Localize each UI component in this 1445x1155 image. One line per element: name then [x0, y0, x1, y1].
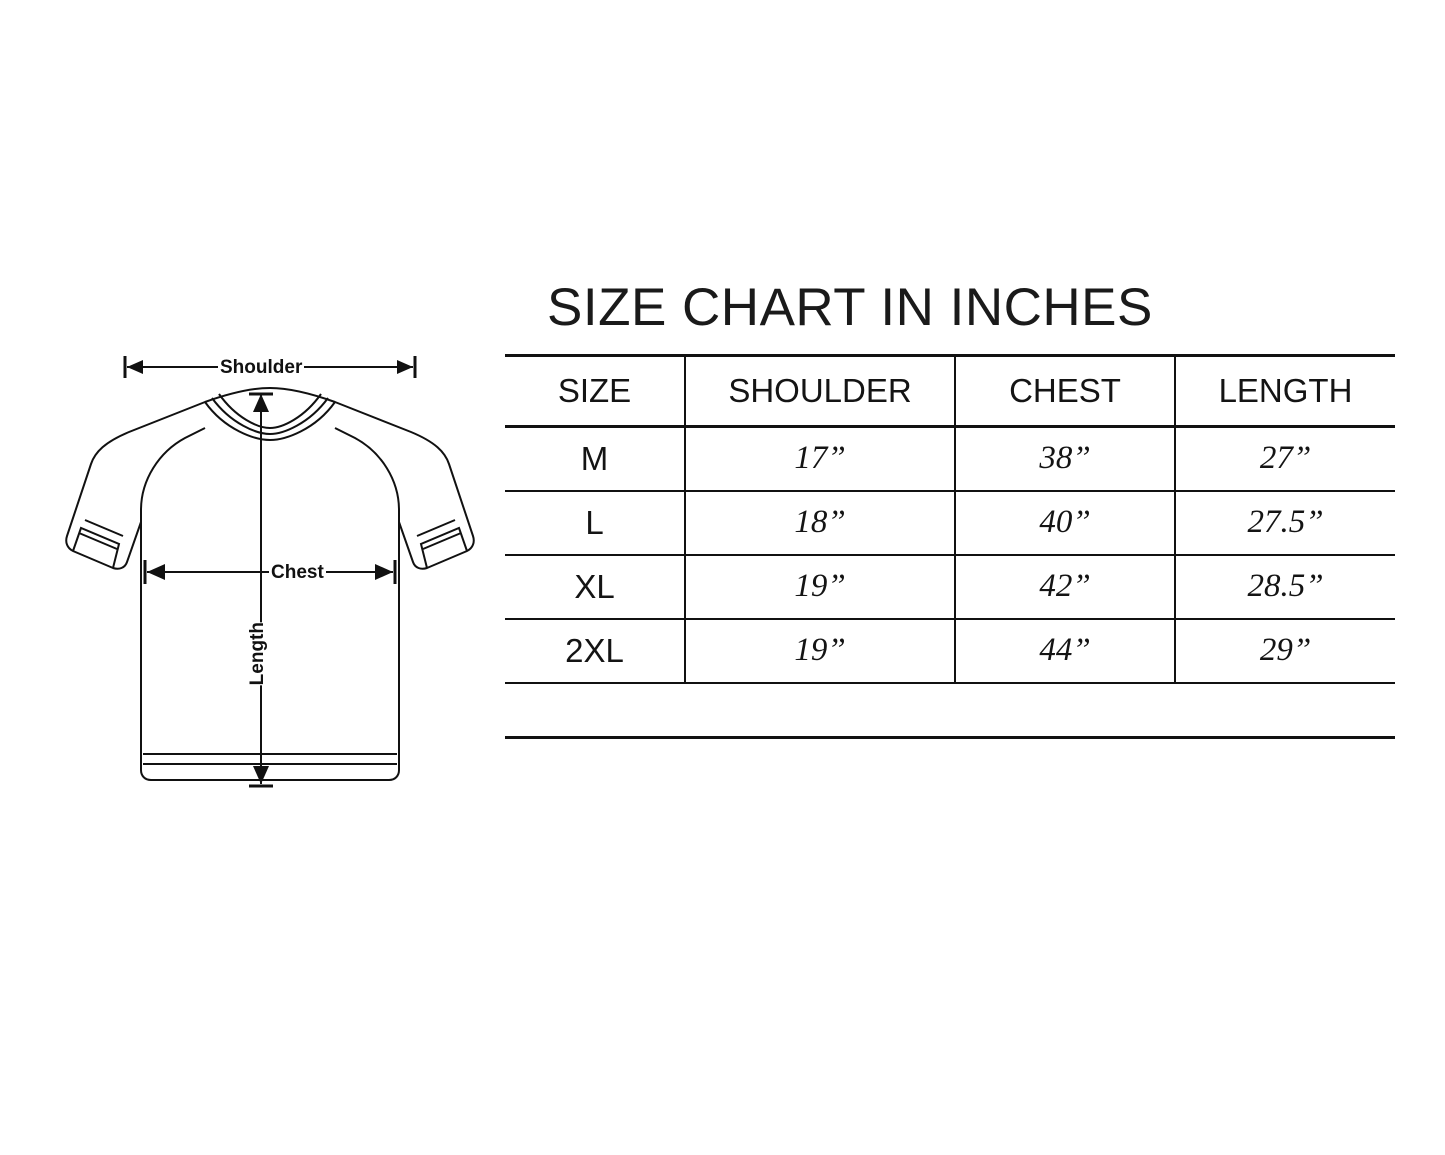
- cell-chest: 40”: [955, 491, 1175, 555]
- cell-size: M: [505, 426, 685, 491]
- chest-arrow-left: [147, 564, 165, 580]
- cell-length: 27”: [1175, 426, 1395, 491]
- sleeve-seam-left: [141, 428, 205, 522]
- table-row: [505, 491, 1395, 555]
- cell-size: L: [505, 491, 685, 555]
- size-chart-title: SIZE CHART IN INCHES: [547, 278, 1153, 337]
- table-bottom-rule: [505, 736, 1395, 739]
- shoulder-dimension-label: Shoulder: [220, 357, 303, 378]
- table-body: [505, 426, 1395, 683]
- cell-size: XL: [505, 555, 685, 619]
- table-header: [505, 355, 1395, 426]
- cell-length: 29”: [1175, 619, 1395, 683]
- sleeve-seam-right: [335, 428, 399, 522]
- cell-shoulder: 19”: [685, 619, 955, 683]
- tshirt-measurement-diagram: [55, 340, 485, 820]
- shoulder-arrow-left: [127, 360, 143, 374]
- cell-shoulder: 18”: [685, 491, 955, 555]
- size-chart: [505, 280, 1395, 739]
- column-header-length: LENGTH: [1175, 355, 1395, 426]
- cell-length: 27.5”: [1175, 491, 1395, 555]
- neckline-inner-2: [219, 394, 321, 428]
- table-row: [505, 426, 1395, 491]
- table-row: [505, 619, 1395, 683]
- length-dimension-label: Length: [245, 622, 271, 685]
- cell-size: 2XL: [505, 619, 685, 683]
- column-header-size: SIZE: [505, 355, 685, 426]
- shoulder-arrow-right: [397, 360, 413, 374]
- cell-chest: 42”: [955, 555, 1175, 619]
- length-arrow-top: [253, 394, 269, 412]
- cell-length: 28.5”: [1175, 555, 1395, 619]
- cuff-right-line2: [417, 520, 455, 536]
- column-header-shoulder: SHOULDER: [685, 355, 955, 426]
- length-arrow-bottom: [253, 766, 269, 784]
- chest-arrow-right: [375, 564, 393, 580]
- cell-shoulder: 19”: [685, 555, 955, 619]
- cell-shoulder: 17”: [685, 426, 955, 491]
- shirt-body-path: [66, 388, 474, 780]
- cuff-left-line2: [85, 520, 123, 536]
- table-row: [505, 555, 1395, 619]
- table-header-row: [505, 355, 1395, 426]
- chest-dimension-label: Chest: [271, 562, 324, 583]
- cell-chest: 38”: [955, 426, 1175, 491]
- column-header-chest: CHEST: [955, 355, 1175, 426]
- size-chart-table: [505, 354, 1395, 684]
- cell-chest: 44”: [955, 619, 1175, 683]
